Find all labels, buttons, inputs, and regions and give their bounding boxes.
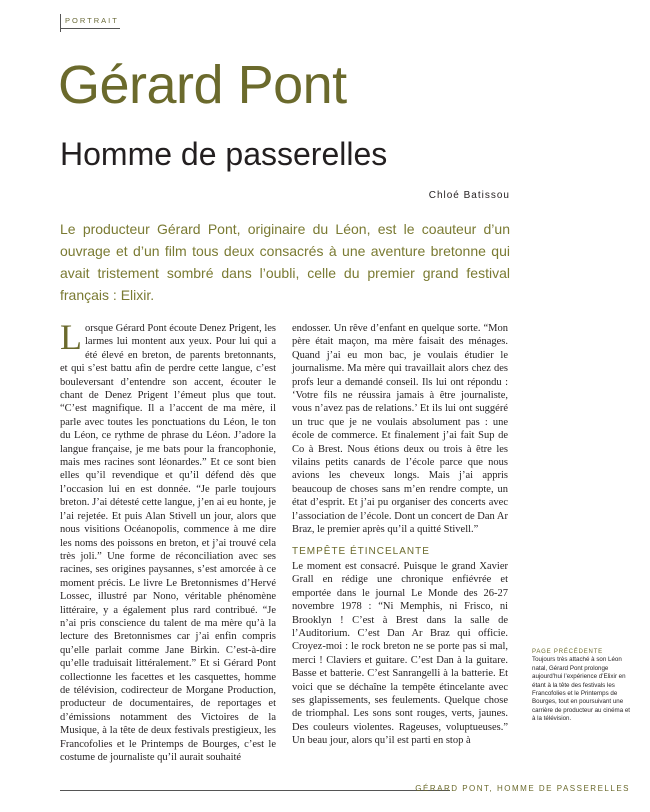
column-2-paragraph-b: Le moment est consacré. Puisque le grand Xavier Grall en rédige une chronique enfiévrée et emportée dans le journal Le Monde des 26-27 novembre 1978 : “Ni Memphis, ni Frisco, ni Brooklyn ! C’est à Brest dans la salle de l’Auditorium. C’est Dan Ar Braz qui officie. Croyez-moi : le rock breton ne se porte pas si mal, merci ! Claviers et guitare. C’est Dan à la guitare. Basse et batterie. C’est Sanrangelli à la batterie. Et voici que se déchaîne la tempête étincelante avec ses glapissements, ses feulements. Quelque chose de triomphal. Les sons sont rouges, verts, jaunes. Des couleurs violentes. Rageuses, voluptueuses.” Un beau jour, alors qu’il est parti en stop à (292, 560, 508, 747)
author-byline: Chloé Batissou (428, 190, 510, 201)
footer-rule (60, 790, 450, 791)
caption-label: PAGE PRÉCÉDENTE (532, 649, 603, 655)
top-left-rule (60, 14, 61, 32)
column-1-paragraph (60, 317, 276, 764)
article-column-2 (292, 322, 508, 748)
column-1-text: orsque Gérard Pont écoute Denez Prigent, les larmes lui montent aux yeux. Pour lui qui a été élevé en breton, de parents bretonnants, et qui s’est battu afin de perdre cette langue, c’est bouleversant d’entendre son accent, écouter le chant de Denez Prigent l’émeut plus que tout. “C’est magnifique. Il a l’accent de ma mère, il parle avec toutes les ponctuations du Léon, le ton du Léon, ce rythme de phrase du Léon. J’adore la langue française, je me bats pour la francophonie, mais mes racines sont léonardes.” Et ce sont bien elles qu’il revendique et qu’il défend dès que l’occasion lui en est donnée. “Je parle toujours breton. J’ai détesté cette langue, j’en ai eu honte, je l’ai rejetée. Et puis Alan Stivell un jour, alors que nous visitions Océanopolis, commence à me dire les noms des poissons en breton, et j’ai trouvé cela très joli.” Une forme de réconciliation avec ses racines, ses origines paysannes, s’est amorcée à ce moment précis. Le livre Le Bretonnismes d’Hervé Lossec, illustré par Nono, véritable phénomène littéraire, y a également plus rard contribué. “Je n’ai pris conscience du talent de ma mère qu’à la lecture des Bretonnismes car j’ai enfin compris qu’elle parlait comme Jane Birkin. C’est-à-dire qu’elle traduisait littéralement.” Et si Gérard Pont collectionne les facettes et les casquettes, homme de télévision, codirecteur de Morgane Production, producteur de documentaires, de reportages et d’émissions notamment des Victoires de la Musique, à la tête de deux festivals prestigieux, les Francofolies et le Printemps de Bourges, c’est le costume de journaliste qu’il aurait souhaité (60, 323, 276, 763)
column-2-paragraph: endosser. Un rêve d’enfant en quelque sorte. “Mon père était maçon, ma mère faisait des ménages. Quand j’ai eu mon bac, je voulais étudier le journalisme. Ma mère qui travaillait alors chez des profs leur a demandé conseil. Ils lui ont répondu : ‘Votre fils ne réussira jamais à être journaliste, vous n’avez pas de relations.’ Et ils lui ont suggéré un truc que je ne voulais absolument pas : une école de commerce. Et finalement j’ai fait Sup de Co à Brest. Nous étions deux ou trois à être les vilains petits canards de l’école parce que nous avions les cheveux longs. Mais j’ai appris beaucoup de choses sans m’en rendre compte, un état d’esprit. Et j’ai pu organiser des concerts avec l’association de l’école. Dont un concert de Dan Ar Braz, le premier après qu’il a quitté Stivell.” (292, 323, 508, 536)
article-lede: Le producteur Gérard Pont, originaire du Léon, est le coauteur d’un ouvrage et d’un film tous deux consacrés à une aventure bretonne qui avait tristement sombré dans l’oubli, celle du premier grand festival français : Elixir. (60, 221, 510, 303)
article-column-1 (60, 317, 276, 764)
drop-cap: L (60, 317, 82, 357)
photo-caption (532, 648, 632, 724)
running-footer: GÉRARD PONT, HOMME DE PASSERELLES (415, 784, 630, 793)
article-title: Gérard Pont (58, 55, 347, 115)
top-rule (60, 28, 120, 29)
caption-text: Toujours très attaché à son Léon natal, Gérard Pont prolonge aujourd’hui l’expérience d’Elixir en étant à la tête des festivals les Francofolies et le Printemps de Bourges, tout en poursuivant une carrière de producteur au cinéma et à la télévision. (532, 656, 631, 723)
article-subtitle: Homme de passerelles (60, 136, 388, 172)
section-subhead: TEMPÊTE ÉTINCELANTE (292, 545, 430, 557)
section-label: PORTRAIT (65, 16, 119, 25)
